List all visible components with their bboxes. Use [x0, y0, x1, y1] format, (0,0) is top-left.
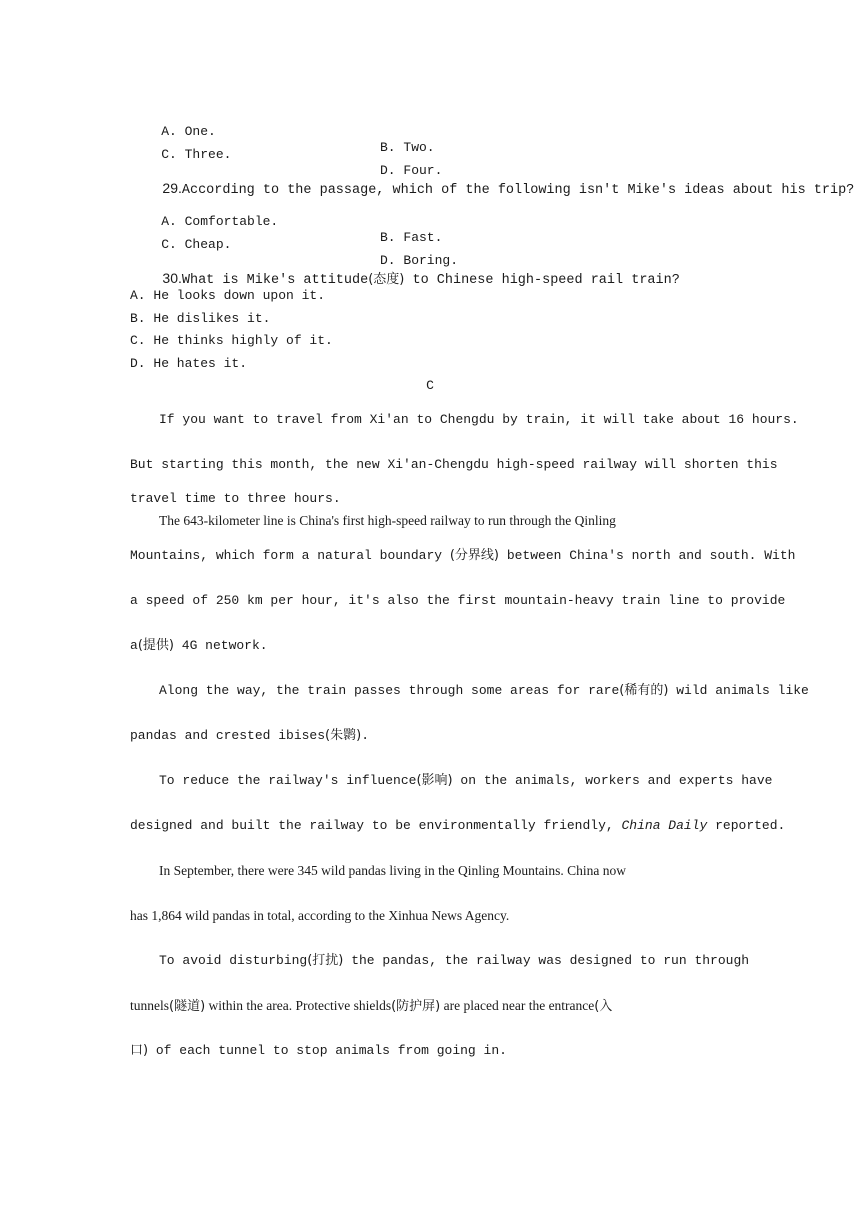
passage-line [130, 998, 730, 1015]
text-span: tunnels [130, 998, 169, 1013]
passage-line: a speed of 250 km per hour, it's also the first mountain-heavy train line to provide [130, 593, 786, 608]
passage-line: has 1,864 wild pandas in total, according to the Xinhua News Agency. [130, 908, 510, 923]
passage-line [130, 548, 796, 564]
passage-line [130, 683, 809, 699]
section-heading: C [426, 378, 434, 393]
gloss: (提供) [137, 638, 174, 653]
passage-line [130, 953, 750, 969]
option-d: D. Four. [380, 163, 443, 178]
gloss: (朱鹮) [325, 728, 362, 743]
option-d: D. He hates it. [130, 356, 248, 371]
gloss: 口) [130, 1043, 149, 1058]
text-span: of each tunnel to stop animals from going in. [148, 1043, 507, 1058]
passage-line [130, 728, 730, 744]
gloss: (分界线) [449, 548, 500, 563]
gloss: (打扰) [307, 953, 344, 968]
question-text: What is Mike's attitude [181, 273, 369, 288]
passage-line: If you want to travel from Xi'an to Chengdu by train, it will take about 16 hours. [159, 412, 799, 427]
text-span: To reduce the railway's influence [159, 773, 417, 788]
option-c: C. Cheap. [161, 237, 232, 252]
option-a: A. One. [161, 124, 216, 139]
question-text: According to the passage, which of the following isn't Mike's ideas about his trip? [181, 183, 855, 198]
gloss: (影响) [416, 773, 453, 788]
publication-title: China Daily [621, 818, 708, 833]
text-span: are placed near the entrance [440, 998, 595, 1013]
passage-line [130, 773, 773, 789]
text-span: To avoid disturbing [159, 953, 308, 968]
text-span: reported. [707, 818, 786, 833]
option-a: A. Comfortable. [161, 214, 279, 229]
text-span: pandas and crested ibises [130, 728, 326, 743]
text-span: on the animals, workers and experts have [452, 773, 773, 788]
option-b: B. Two. [380, 140, 435, 155]
passage-line [130, 1043, 730, 1059]
gloss: (态度) [368, 272, 405, 287]
option-b: B. Fast. [380, 230, 443, 245]
gloss: (隧道) [169, 999, 206, 1014]
text-span: 4G network. [173, 638, 268, 653]
text-span: the pandas, the railway was designed to run through [343, 953, 750, 968]
question-number: 30. [162, 270, 182, 286]
passage-line: The 643-kilometer line is China's first high-speed railway to run through the Qinling [159, 513, 616, 528]
gloss: (防护屏) [391, 999, 441, 1014]
passage-line: travel time to three hours. [130, 491, 341, 506]
text-span: Along the way, the train passes through some areas for rare [159, 683, 620, 698]
text-span: between China's north and south. With [499, 548, 796, 563]
text-span: a [130, 638, 138, 653]
passage-line: In September, there were 345 wild pandas living in the Qinling Mountains. China now [159, 863, 627, 878]
question-number: 29. [162, 180, 182, 196]
gloss: (稀有的) [619, 683, 669, 698]
option-c: C. He thinks highly of it. [130, 333, 333, 348]
passage-line: But starting this month, the new Xi'an-Chengdu high-speed railway will shorten this [130, 457, 778, 472]
text-span: Mountains, which form a natural boundary [130, 548, 450, 563]
option-a: A. He looks down upon it. [130, 288, 326, 303]
option-d: D. Boring. [380, 253, 459, 268]
passage-line [130, 818, 786, 834]
option-c: C. Three. [161, 147, 232, 162]
option-b: B. He dislikes it. [130, 311, 271, 326]
text-span: designed and built the railway to be environmentally friendly, [130, 818, 622, 833]
text-span: within the area. Protective shields [205, 998, 392, 1013]
gloss: (入 [594, 999, 613, 1014]
question-text: to Chinese high-speed rail train? [404, 273, 680, 288]
text-span: wild animals like [668, 683, 809, 698]
text-span: . [361, 728, 370, 743]
passage-line [130, 638, 730, 654]
